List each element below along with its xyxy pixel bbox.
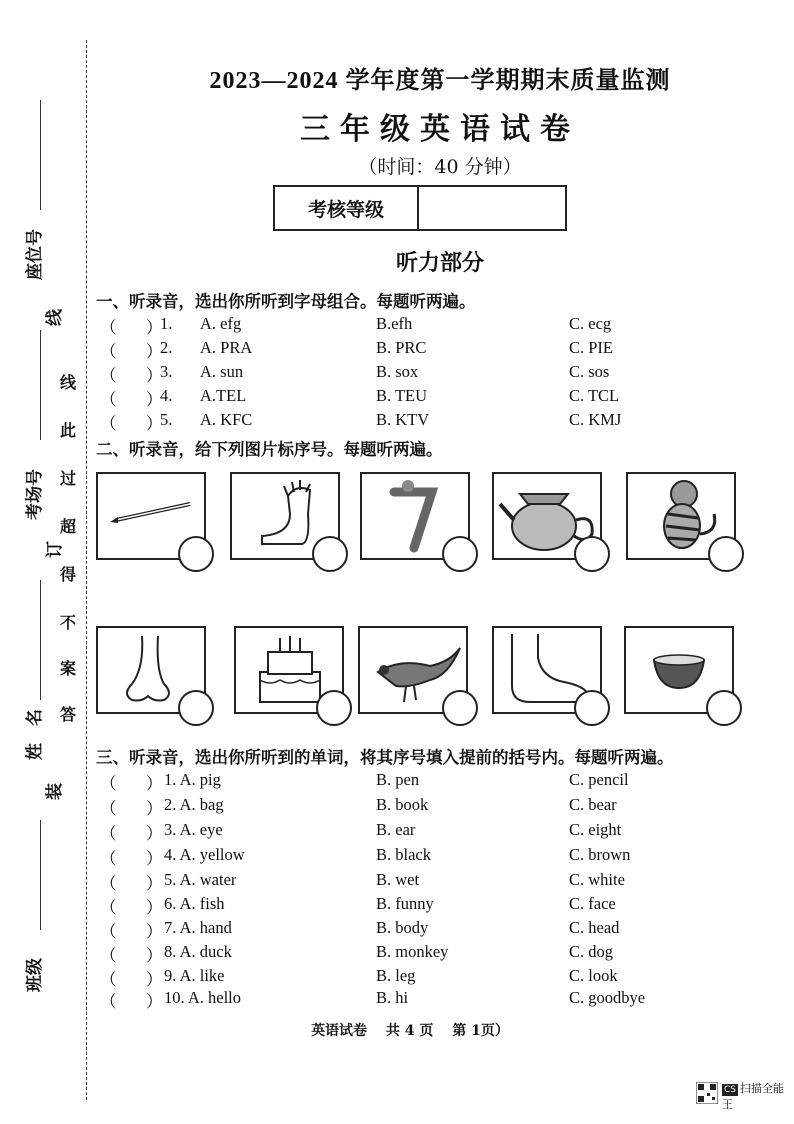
question-number: 4. [160,386,173,405]
answer-circle[interactable] [708,536,744,572]
question-number: 5. [160,410,173,429]
question-number: 1. [160,314,173,333]
option-b: B. pen [376,770,420,789]
option-a: A.TEL [200,386,247,405]
option-b: B. monkey [376,942,449,961]
seal-char: 过 [60,469,77,488]
option-b: B. PRC [376,338,427,357]
name-label: 姓 名 [25,709,45,760]
option-a: A. efg [200,314,242,333]
binding-dashed-line [86,40,87,1100]
class-underline [40,820,41,930]
section1-row [100,386,780,408]
section1-row [100,338,780,360]
exam-time: （时间：40 分钟） [358,156,522,178]
cs-logo-icon: CS [724,1085,736,1095]
qr-code-icon [696,1082,718,1104]
seal-char: 答 [60,705,77,724]
answer-paren-open[interactable]: （ [100,390,117,409]
answer-paren-open[interactable]: （ [100,824,117,843]
section1-row [100,410,780,432]
option-b: B. hi [376,988,409,1007]
section3-row [100,770,780,792]
section3-row [100,918,780,940]
section3-row [100,795,780,817]
answer-circle[interactable] [316,690,352,726]
answer-paren-close: ） [146,342,163,361]
question-option-a: 8. A. duck [164,942,232,961]
answer-circle[interactable] [178,536,214,572]
answer-paren-close: ） [146,970,163,989]
section3-title: 三、听录音，选出你所听到的单词，将其序号填入提前的括号内。每题听两遍。 [96,748,674,767]
option-c: C. dog [569,942,614,961]
answer-paren-open[interactable]: （ [100,992,117,1011]
question-option-a: 6. A. fish [164,894,225,913]
question-number: 3. [160,362,173,381]
answer-circle[interactable] [312,536,348,572]
option-c: C. ecg [569,314,612,333]
answer-paren-open[interactable]: （ [100,774,117,793]
answer-paren-open[interactable]: （ [100,342,117,361]
answer-paren-close: ） [146,799,163,818]
question-option-a: 5. A. water [164,870,237,889]
listening-header: 听力部分 [395,250,484,276]
option-b: B. leg [376,966,416,985]
question-option-a: 7. A. hand [164,918,232,937]
option-c: C. TCL [569,386,620,405]
grade-box [273,185,567,231]
answer-circle[interactable] [178,690,214,726]
question-option-a: 1. A. pig [164,770,221,789]
option-b: B. sox [376,362,419,381]
question-number: 2. [160,338,173,357]
exam-subtitle: 三年级英语试卷 [300,112,580,147]
option-b: B. ear [376,820,416,839]
answer-circle[interactable] [442,690,478,726]
answer-paren-close: ） [146,774,163,793]
option-b: B. black [376,845,431,864]
question-option-a: 2. A. bag [164,795,224,814]
exam-room-underline [40,330,41,440]
option-b: B. body [376,918,429,937]
option-c: C. goodbye [569,988,646,1007]
section2-title: 二、听录音，给下列图片标序号。每题听两遍。 [96,440,443,459]
answer-paren-close: ） [146,414,163,433]
exam-title: 2023—2024 学年度第一学期期末质量监测 [209,68,671,94]
scanner-watermark [722,1080,794,1112]
question-option-a: 3. A. eye [164,820,223,839]
seal-char: 得 [60,565,77,584]
class-label: 班级 [25,958,45,992]
answer-paren-close: ） [146,992,163,1011]
option-c: C. white [569,870,625,889]
section1-row [100,362,780,384]
question-option-a: 10. A. hello [164,988,241,1007]
section3-row [100,870,780,892]
answer-paren-close: ） [146,874,163,893]
answer-paren-open[interactable]: （ [100,849,117,868]
answer-paren-close: ） [146,849,163,868]
option-c: C. brown [569,845,631,864]
answer-paren-open[interactable]: （ [100,366,117,385]
option-c: C. KMJ [569,410,622,429]
answer-paren-open[interactable]: （ [100,946,117,965]
option-c: C. bear [569,795,617,814]
option-b: B. KTV [376,410,430,429]
option-b: B. funny [376,894,434,913]
seal-char: 案 [60,659,77,678]
option-c: C. PIE [569,338,614,357]
seal-char: 此 [60,421,77,440]
section1-title: 一、听录音，选出你所听到字母组合。每题听两遍。 [96,292,476,311]
section3-row [100,942,780,964]
name-underline [40,580,41,700]
seat-underline [40,100,41,210]
section3-row [100,820,780,842]
answer-paren-close: ） [146,922,163,941]
option-b: B. wet [376,870,420,889]
section3-row [100,845,780,867]
option-b: B. book [376,795,429,814]
install-label: 装 [45,783,65,800]
option-b: B.efh [376,314,413,333]
answer-circle[interactable] [706,690,742,726]
question-option-a: 9. A. like [164,966,225,985]
section3-row [100,966,780,988]
answer-circle[interactable] [574,536,610,572]
section3-row [100,894,780,916]
seal-char: 线 [60,373,77,392]
answer-paren-open[interactable]: （ [100,414,117,433]
question-option-a: 4. A. yellow [164,845,245,864]
option-c: C. sos [569,362,610,381]
option-a: A. KFC [200,410,253,429]
answer-circle[interactable] [574,690,610,726]
answer-paren-close: ） [146,366,163,385]
option-c: C. head [569,918,620,937]
scanner-label: 扫描全能王 [722,1082,784,1111]
answer-circle[interactable] [442,536,478,572]
answer-paren-close: ） [146,824,163,843]
answer-paren-open[interactable]: （ [100,874,117,893]
answer-paren-open[interactable]: （ [100,922,117,941]
option-c: C. look [569,966,618,985]
grade-value-field[interactable] [419,187,565,229]
option-b: B. TEU [376,386,428,405]
option-c: C. face [569,894,616,913]
grade-label: 考核等级 [275,187,419,229]
binding-label: 订 [45,541,65,558]
seal-char: 超 [60,517,77,536]
answer-paren-open[interactable]: （ [100,970,117,989]
option-a: A. PRA [200,338,253,357]
option-c: C. pencil [569,770,629,789]
section1-row [100,314,780,336]
answer-paren-open[interactable]: （ [100,799,117,818]
seat-label: 座位号 [25,229,45,280]
answer-paren-close: ） [146,946,163,965]
page-footer: 英语试卷 共 4 页 第 1页） [311,1023,509,1039]
exam-room-label: 考场号 [25,469,45,520]
line-label: 线 [45,309,65,326]
answer-paren-close: ） [146,318,163,337]
answer-paren-open[interactable]: （ [100,898,117,917]
option-c: C. eight [569,820,622,839]
answer-paren-open[interactable]: （ [100,318,117,337]
section3-row [100,988,780,1010]
answer-paren-close: ） [146,390,163,409]
option-a: A. sun [200,362,244,381]
seal-char: 不 [60,613,77,632]
answer-paren-close: ） [146,898,163,917]
